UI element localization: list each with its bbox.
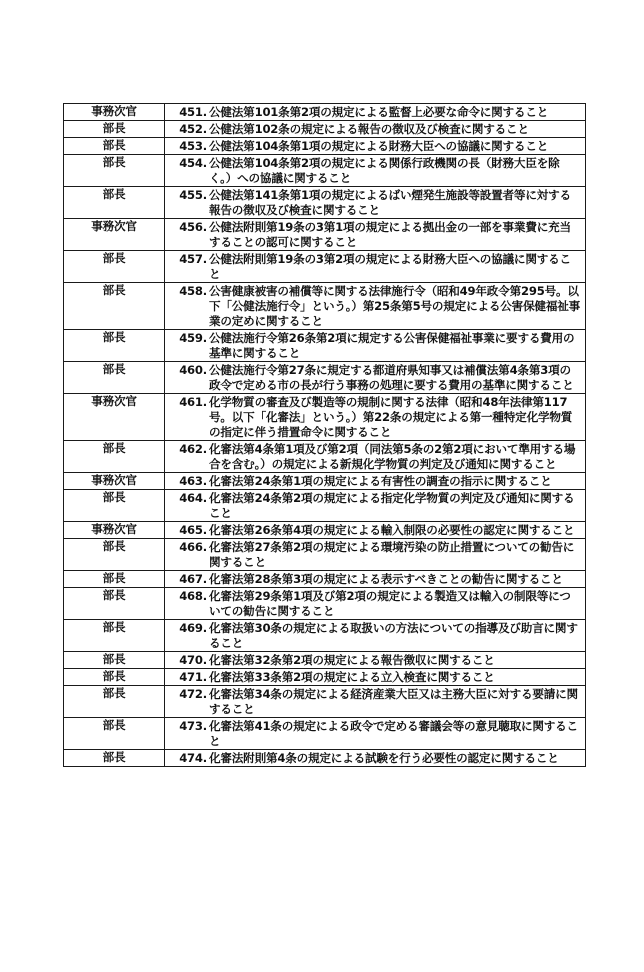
item-cell (165, 219, 586, 251)
item-cell (165, 283, 586, 330)
table-row (64, 283, 586, 330)
table-row (64, 155, 586, 187)
item-number: 461. (179, 395, 207, 409)
role-cell: 部長 (64, 251, 165, 283)
item-entry (165, 138, 585, 154)
item-entry (165, 669, 585, 685)
item-text: 公健法附則第19条の3第2項の規定による財務大臣への協議に関すること (209, 252, 571, 281)
item-number: 452. (179, 122, 207, 136)
item-text: 公害健康被害の補償等に関する法律施行令（昭和49年政令第295号。以下「公健法施行令」という。）第25条第5号の規定による公害保健福祉事業の定めに関すること (209, 284, 581, 328)
role-cell: 部長 (64, 441, 165, 473)
item-number: 474. (179, 751, 207, 765)
item-number: 463. (179, 474, 207, 488)
item-cell (165, 362, 586, 394)
role-cell: 部長 (64, 362, 165, 394)
item-entry (165, 121, 585, 137)
item-cell (165, 686, 586, 718)
item-entry (165, 330, 585, 361)
role-cell: 部長 (64, 686, 165, 718)
item-number: 468. (179, 589, 207, 603)
item-text: 化審法第33条第2項の規定による立入検査に関すること (209, 670, 495, 684)
item-cell (165, 652, 586, 669)
item-cell (165, 330, 586, 362)
item-entry (165, 219, 585, 250)
item-cell (165, 394, 586, 441)
table-row (64, 473, 586, 490)
item-cell (165, 104, 586, 121)
item-text: 公健法第141条第1項の規定によるばい煙発生施設等設置者等に対する報告の徴収及び検査に関すること (209, 188, 571, 217)
item-entry (165, 686, 585, 717)
item-entry (165, 718, 585, 749)
table-row (64, 539, 586, 571)
role-cell: 部長 (64, 588, 165, 620)
table-row (64, 652, 586, 669)
table-row (64, 522, 586, 539)
role-cell: 部長 (64, 138, 165, 155)
item-text: 公健法施行令第26条第2項に規定する公害保健福祉事業に要する費用の基準に関すること (209, 331, 575, 360)
item-text: 化審法第24条第2項の規定による指定化学物質の判定及び通知に関すること (209, 491, 575, 520)
table-row (64, 104, 586, 121)
table-row (64, 394, 586, 441)
item-cell (165, 155, 586, 187)
table-row (64, 138, 586, 155)
item-entry (165, 155, 585, 186)
item-entry (165, 750, 585, 766)
item-number: 470. (179, 653, 207, 667)
item-cell (165, 588, 586, 620)
item-text: 化審法第29条第1項及び第2項の規定による製造又は輸入の制限等についての勧告に関すること (209, 589, 571, 618)
item-entry (165, 362, 585, 393)
item-number: 467. (179, 572, 207, 586)
item-cell (165, 669, 586, 686)
item-number: 460. (179, 363, 207, 377)
item-text: 化審法第34条の規定による経済産業大臣又は主務大臣に対する要請に関すること (209, 687, 578, 716)
role-cell: 部長 (64, 750, 165, 767)
role-cell: 部長 (64, 539, 165, 571)
role-cell: 部長 (64, 283, 165, 330)
delegation-table (63, 103, 586, 767)
role-cell: 部長 (64, 121, 165, 138)
table-row (64, 620, 586, 652)
role-cell: 部長 (64, 155, 165, 187)
item-cell (165, 138, 586, 155)
item-entry (165, 588, 585, 619)
item-cell (165, 121, 586, 138)
item-cell (165, 522, 586, 539)
item-text: 公健法第102条の規定による報告の徴収及び検査に関すること (209, 122, 529, 136)
role-cell: 部長 (64, 620, 165, 652)
table-row (64, 571, 586, 588)
item-entry (165, 283, 585, 329)
role-cell: 事務次官 (64, 394, 165, 441)
table-row (64, 750, 586, 767)
item-number: 472. (179, 687, 207, 701)
item-number: 462. (179, 442, 207, 456)
item-number: 466. (179, 540, 207, 554)
item-number: 469. (179, 621, 207, 635)
role-cell: 事務次官 (64, 473, 165, 490)
item-entry (165, 104, 585, 120)
item-text: 公健法第104条第1項の規定による財務大臣への協議に関すること (209, 139, 549, 153)
item-cell (165, 473, 586, 490)
item-entry (165, 539, 585, 570)
item-text: 化審法第24条第1項の規定による有害性の調査の指示に関すること (209, 474, 552, 488)
item-cell (165, 750, 586, 767)
item-entry (165, 571, 585, 587)
item-cell (165, 490, 586, 522)
table-row (64, 718, 586, 750)
item-cell (165, 251, 586, 283)
role-cell: 部長 (64, 490, 165, 522)
table-row (64, 588, 586, 620)
item-text: 公健法第104条第2項の規定による関係行政機関の長（財務大臣を除く。）への協議に関すること (209, 156, 560, 185)
item-entry (165, 441, 585, 472)
item-number: 455. (179, 188, 207, 202)
item-entry (165, 394, 585, 440)
role-cell: 部長 (64, 571, 165, 588)
item-entry (165, 652, 585, 668)
item-text: 化審法第30条の規定による取扱いの方法についての指導及び助言に関すること (209, 621, 578, 650)
table-row (64, 219, 586, 251)
item-cell (165, 718, 586, 750)
item-text: 公健法第101条第2項の規定による監督上必要な命令に関すること (209, 105, 549, 119)
item-text: 化審法第26条第4項の規定による輸入制限の必要性の認定に関すること (209, 523, 575, 537)
item-text: 化審法第4条第1項及び第2項（同法第5条の2第2項において準用する場合を含む。）の規定による新規化学物質の判定及び通知に関すること (209, 442, 576, 471)
role-cell: 事務次官 (64, 104, 165, 121)
item-text: 公健法施行令第27条に規定する都道府県知事又は補償法第4条第3項の政令で定める市の長が行う事務の処理に要する費用の基準に関すること (209, 363, 574, 392)
table-row (64, 441, 586, 473)
item-text: 化審法附則第4条の規定による試験を行う必要性の認定に関すること (209, 751, 559, 765)
table-row (64, 490, 586, 522)
item-text: 化審法第27条第2項の規定による環境汚染の防止措置についての勧告に関すること (209, 540, 575, 569)
item-text: 化審法第32条第2項の規定による報告徴収に関すること (209, 653, 495, 667)
item-number: 459. (179, 331, 207, 345)
item-number: 464. (179, 491, 207, 505)
item-text: 公健法附則第19条の3第1項の規定による拠出金の一部を事業費に充当することの認可に関すること (209, 220, 571, 249)
item-entry (165, 522, 585, 538)
table-row (64, 251, 586, 283)
role-cell: 部長 (64, 718, 165, 750)
item-number: 453. (179, 139, 207, 153)
table-row (64, 187, 586, 219)
table-row (64, 362, 586, 394)
item-text: 化審法第28条第3項の規定による表示すべきことの勧告に関すること (209, 572, 563, 586)
item-entry (165, 187, 585, 218)
item-number: 457. (179, 252, 207, 266)
item-number: 456. (179, 220, 207, 234)
item-entry (165, 473, 585, 489)
role-cell: 部長 (64, 187, 165, 219)
item-number: 451. (179, 105, 207, 119)
item-entry (165, 490, 585, 521)
item-cell (165, 620, 586, 652)
item-cell (165, 187, 586, 219)
table-row (64, 669, 586, 686)
item-number: 473. (179, 719, 207, 733)
item-entry (165, 620, 585, 651)
item-number: 454. (179, 156, 207, 170)
item-number: 471. (179, 670, 207, 684)
table-row (64, 686, 586, 718)
table-row (64, 121, 586, 138)
role-cell: 事務次官 (64, 522, 165, 539)
item-cell (165, 441, 586, 473)
role-cell: 部長 (64, 669, 165, 686)
item-number: 458. (179, 284, 207, 298)
item-text: 化審法第41条の規定による政令で定める審議会等の意見聴取に関すること (209, 719, 578, 748)
item-entry (165, 251, 585, 282)
role-cell: 部長 (64, 330, 165, 362)
item-cell (165, 539, 586, 571)
item-cell (165, 571, 586, 588)
delegation-table-body (64, 104, 586, 767)
table-row (64, 330, 586, 362)
role-cell: 部長 (64, 652, 165, 669)
role-cell: 事務次官 (64, 219, 165, 251)
item-number: 465. (179, 523, 207, 537)
item-text: 化学物質の審査及び製造等の規制に関する法律（昭和48年法律第117号。以下「化審法」という。）第22条の規定による第一種特定化学物質の指定に伴う措置命令に関すること (209, 395, 573, 439)
